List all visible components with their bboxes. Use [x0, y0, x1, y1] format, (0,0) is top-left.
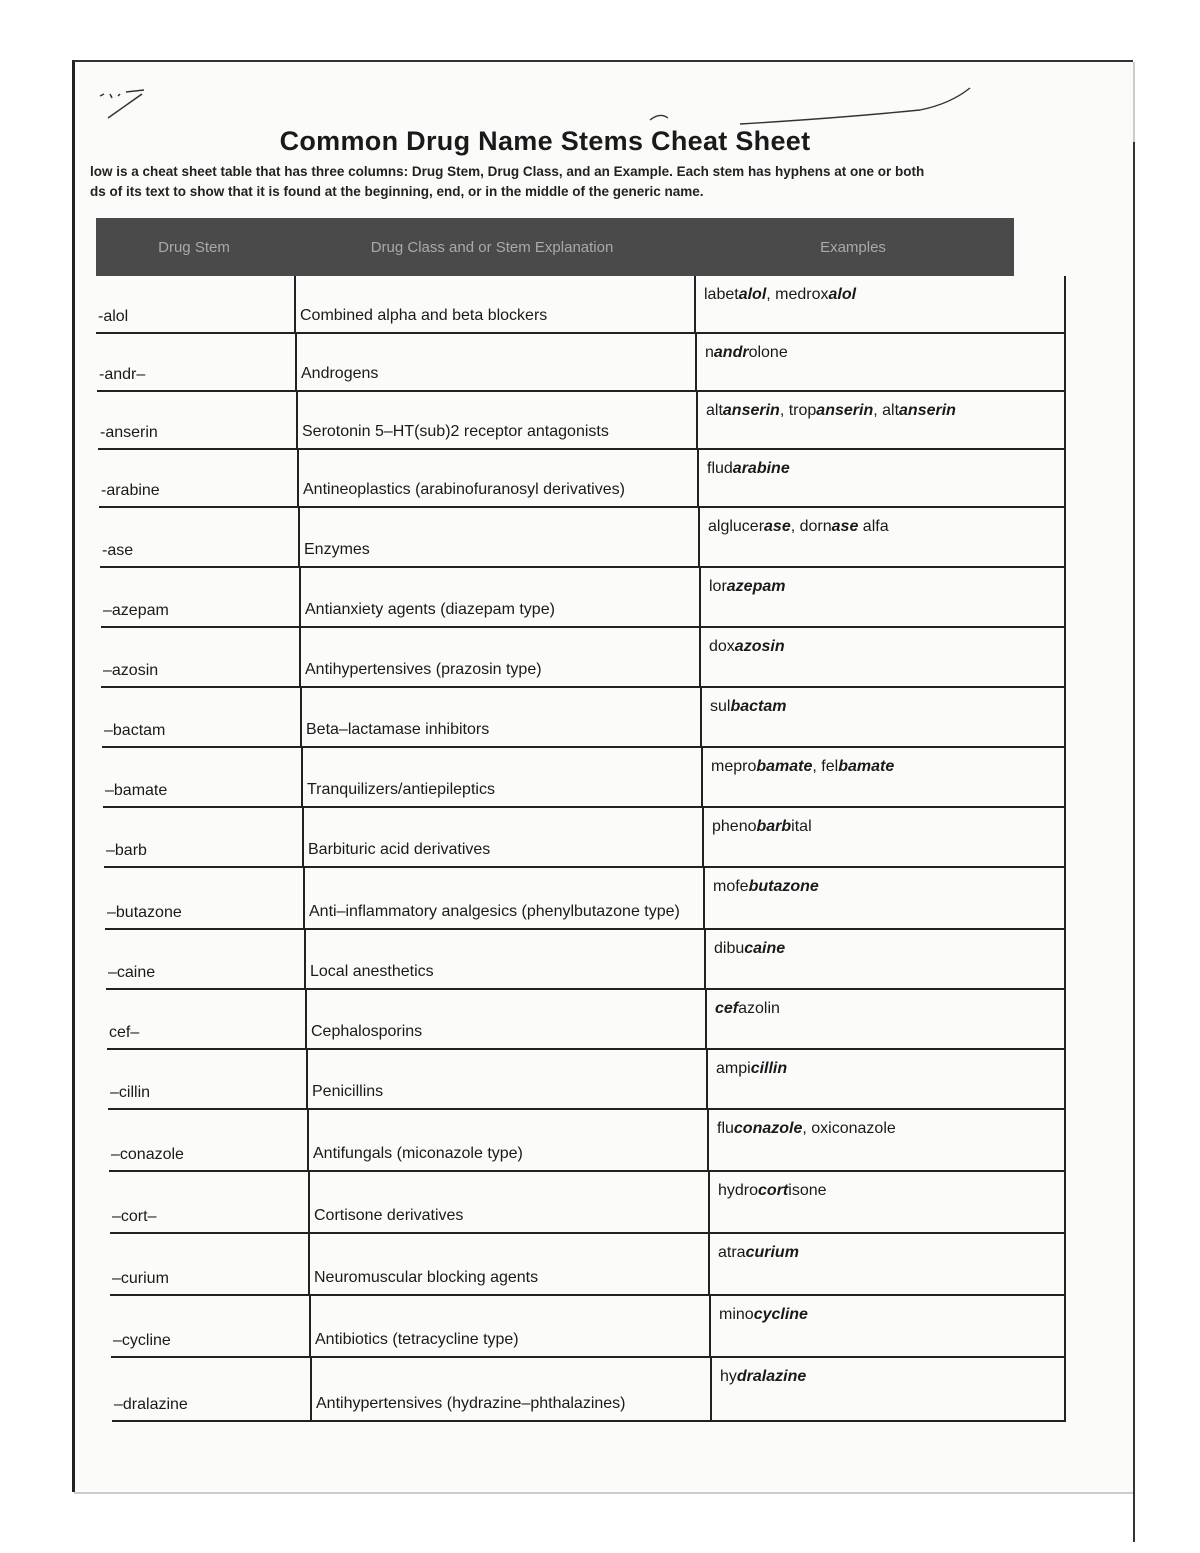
- example-stem-highlight: anserin: [899, 402, 956, 419]
- example-stem-highlight: caine: [744, 940, 786, 957]
- example-cell: [706, 930, 1066, 988]
- drug-stem-cell: -alol: [96, 276, 296, 332]
- example-stem-highlight: ase: [831, 518, 859, 535]
- pen-scribble-mark: [96, 88, 156, 128]
- example-text-part: olone: [748, 344, 788, 361]
- table-row: [110, 1234, 1066, 1296]
- example-text-part: hy: [720, 1368, 737, 1385]
- example-stem-highlight: cort: [758, 1182, 789, 1199]
- drug-class-cell: Androgens: [297, 334, 697, 390]
- drug-stem-cell: –butazone: [105, 868, 305, 928]
- table-row: [98, 392, 1066, 450]
- table-row: [112, 1358, 1066, 1422]
- table-row: [96, 276, 1066, 334]
- example-cell: [705, 868, 1066, 928]
- table-row: [107, 990, 1066, 1050]
- example-text-part: , alt: [873, 402, 900, 419]
- example-cell: [702, 688, 1066, 746]
- example-text-part: n: [705, 344, 714, 361]
- drug-class-cell: Local anesthetics: [306, 930, 706, 988]
- drug-stem-cell: –dralazine: [112, 1358, 312, 1420]
- example-stem-highlight: ase: [764, 518, 791, 535]
- drug-stem-cell: -anserin: [98, 392, 298, 448]
- example-text-part: isone: [788, 1182, 827, 1199]
- drug-stem-cell: –bactam: [102, 688, 302, 746]
- example-text-part: atra: [718, 1244, 746, 1261]
- table-header-row: [96, 218, 1014, 276]
- intro-text: [90, 162, 1010, 202]
- example-stem-highlight: bamate: [756, 758, 813, 775]
- example-text-part: dibu: [714, 940, 745, 957]
- example-text-part: , trop: [779, 402, 817, 419]
- drug-stem-cell: –cillin: [108, 1050, 308, 1108]
- table-row: [104, 808, 1066, 868]
- drug-class-cell: Combined alpha and beta blockers: [296, 276, 696, 332]
- drug-stem-cell: –azosin: [101, 628, 301, 686]
- example-cell: [711, 1296, 1066, 1356]
- example-cell: [708, 1050, 1066, 1108]
- example-text-part: sul: [710, 698, 731, 715]
- example-text-part: lor: [709, 578, 727, 595]
- example-cell: [712, 1358, 1066, 1420]
- drug-class-cell: Penicillins: [308, 1050, 708, 1108]
- table-row: [105, 868, 1066, 930]
- example-stem-highlight: bactam: [730, 698, 787, 715]
- example-text-part: flud: [707, 460, 733, 477]
- table-row: [100, 508, 1066, 568]
- example-cell: [709, 1110, 1066, 1170]
- drug-stem-cell: –cort–: [110, 1172, 310, 1232]
- example-text-part: ital: [791, 818, 812, 835]
- drug-stem-cell: –barb: [104, 808, 304, 866]
- table-row: [101, 568, 1066, 628]
- example-text-part: flu: [717, 1120, 734, 1137]
- header-examples: Examples: [820, 238, 886, 256]
- header-drug-stem: Drug Stem: [158, 238, 230, 256]
- example-text-part: labet: [704, 286, 739, 303]
- drug-class-cell: Neuromuscular blocking agents: [310, 1234, 710, 1294]
- example-stem-highlight: dralazine: [736, 1368, 807, 1385]
- example-stem-highlight: cef: [715, 1000, 739, 1017]
- example-stem-highlight: azosin: [734, 638, 785, 655]
- example-text-part: mepro: [711, 758, 757, 775]
- example-cell: [697, 334, 1066, 390]
- table-row: [99, 450, 1066, 508]
- example-stem-highlight: cycline: [753, 1306, 808, 1323]
- drug-stem-cell: cef–: [107, 990, 307, 1048]
- drug-class-cell: Antibiotics (tetracycline type): [311, 1296, 711, 1356]
- example-text-part: azolin: [738, 1000, 780, 1017]
- drug-stem-cell: -ase: [100, 508, 300, 566]
- drug-class-cell: Antihypertensives (prazosin type): [301, 628, 701, 686]
- table-row: [97, 334, 1066, 392]
- example-text-part: ampi: [716, 1060, 751, 1077]
- example-stem-highlight: anserin: [722, 402, 780, 419]
- table-row: [108, 1050, 1066, 1110]
- example-stem-highlight: butazone: [748, 878, 819, 895]
- example-text-part: pheno: [712, 818, 757, 835]
- drug-stem-cell: -arabine: [99, 450, 299, 506]
- drug-class-cell: Barbituric acid derivatives: [304, 808, 704, 866]
- example-cell: [704, 808, 1066, 866]
- drug-class-cell: Beta–lactamase inhibitors: [302, 688, 702, 746]
- example-text-part: , dorn: [790, 518, 832, 535]
- example-cell: [707, 990, 1066, 1048]
- drug-class-cell: Enzymes: [300, 508, 700, 566]
- page-title: Common Drug Name Stems Cheat Sheet: [279, 126, 811, 156]
- drug-stem-cell: –azepam: [101, 568, 301, 626]
- example-cell: [698, 392, 1066, 448]
- example-stem-highlight: curium: [745, 1244, 799, 1261]
- table-row: [106, 930, 1066, 990]
- example-stem-highlight: arabine: [732, 460, 790, 477]
- example-text-part: alfa: [858, 518, 889, 535]
- drug-stems-table: [96, 218, 1066, 1422]
- example-cell: [696, 276, 1066, 332]
- example-cell: [710, 1234, 1066, 1294]
- drug-class-cell: Tranquilizers/antiepileptics: [303, 748, 703, 806]
- example-text-part: alglucer: [708, 518, 765, 535]
- example-text-part: mofe: [713, 878, 749, 895]
- drug-class-cell: Antihypertensives (hydrazine–phthalazines): [312, 1358, 712, 1420]
- drug-stem-cell: –caine: [106, 930, 306, 988]
- drug-class-cell: Cortisone derivatives: [310, 1172, 710, 1232]
- example-stem-highlight: barb: [756, 818, 792, 835]
- example-stem-highlight: azepam: [726, 578, 786, 595]
- table-row: [109, 1110, 1066, 1172]
- drug-stem-cell: -andr–: [97, 334, 297, 390]
- example-text-part: , oxiconazole: [802, 1120, 896, 1137]
- drug-class-cell: Antifungals (miconazole type): [309, 1110, 709, 1170]
- intro-line-1: low is a cheat sheet table that has three columns: Drug Stem, Drug Class, and an Example. Each stem has hyphens at one or both: [90, 164, 925, 179]
- example-cell: [701, 568, 1066, 626]
- table-row: [110, 1172, 1066, 1234]
- example-cell: [701, 628, 1066, 686]
- intro-line-2: ds of its text to show that it is found at the beginning, end, or in the middle of the generic name.: [90, 184, 704, 199]
- table-row: [103, 748, 1066, 808]
- drug-stem-cell: –conazole: [109, 1110, 309, 1170]
- drug-class-cell: Cephalosporins: [307, 990, 707, 1048]
- example-stem-highlight: alol: [738, 286, 767, 303]
- example-text-part: dox: [709, 638, 735, 655]
- example-cell: [699, 450, 1066, 506]
- right-margin-rule: [1133, 142, 1135, 1542]
- example-cell: [703, 748, 1066, 806]
- example-text-part: , fel: [812, 758, 839, 775]
- table-row: [111, 1296, 1066, 1358]
- pen-stroke-mark: [620, 80, 980, 130]
- example-cell: [700, 508, 1066, 566]
- drug-class-cell: Antianxiety agents (diazepam type): [301, 568, 701, 626]
- example-stem-highlight: cillin: [750, 1060, 788, 1077]
- example-stem-highlight: bamate: [838, 758, 895, 775]
- drug-class-cell: Anti–inflammatory analgesics (phenylbutazone type): [305, 868, 705, 928]
- example-cell: [710, 1172, 1066, 1232]
- example-stem-highlight: conazole: [733, 1120, 803, 1137]
- example-text-part: mino: [719, 1306, 754, 1323]
- table-row: [102, 688, 1066, 748]
- example-text-part: alt: [706, 402, 723, 419]
- drug-stem-cell: –cycline: [111, 1296, 311, 1356]
- header-drug-class: Drug Class and or Stem Explanation: [370, 238, 614, 256]
- drug-stem-cell: –curium: [110, 1234, 310, 1294]
- example-stem-highlight: alol: [828, 286, 857, 303]
- drug-class-cell: Serotonin 5–HT(sub)2 receptor antagonists: [298, 392, 698, 448]
- table-row: [101, 628, 1066, 688]
- example-text-part: , medrox: [766, 286, 829, 303]
- table-body: [96, 276, 1066, 1422]
- drug-stem-cell: –bamate: [103, 748, 303, 806]
- example-text-part: hydro: [718, 1182, 759, 1199]
- example-stem-highlight: anserin: [816, 402, 874, 419]
- drug-class-cell: Antineoplastics (arabinofuranosyl derivatives): [299, 450, 699, 506]
- example-stem-highlight: andr: [713, 344, 749, 361]
